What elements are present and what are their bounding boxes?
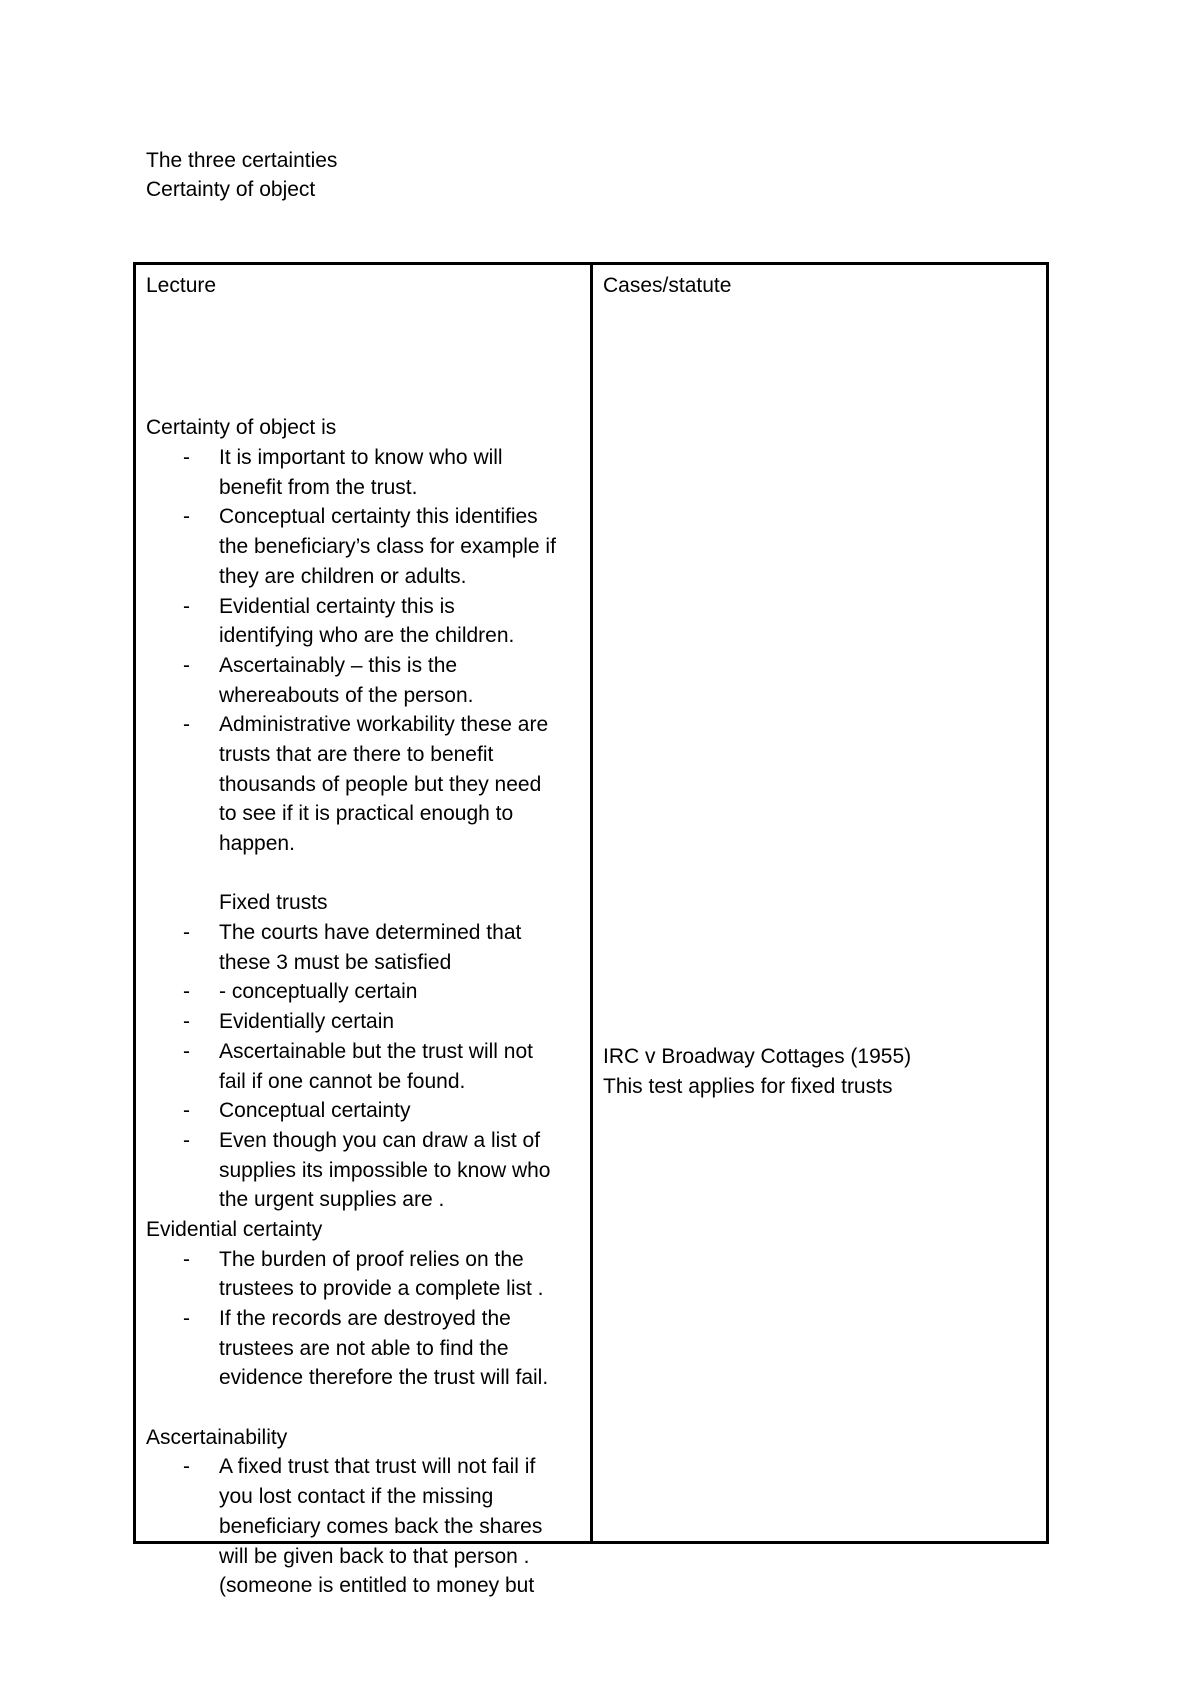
- continuation-line: beneficiary comes back the shares: [219, 1514, 543, 1538]
- blank-line: [146, 859, 586, 889]
- bullet-dash: -: [183, 1010, 190, 1034]
- continuation-line: supplies its impossible to know who: [219, 1158, 551, 1182]
- bullet-dash: -: [183, 980, 190, 1004]
- blank-line: [146, 1393, 586, 1423]
- cases-column: [593, 265, 1046, 1541]
- bullet-dash: -: [183, 1247, 190, 1271]
- bullet-dash: -: [183, 713, 190, 737]
- bullet-item: [146, 977, 586, 1007]
- continuation-line: thousands of people but they need: [219, 772, 542, 796]
- bullet-text: The burden of proof relies on the: [219, 1247, 524, 1271]
- lecture-header: Lecture: [146, 274, 217, 297]
- bullet-text: Even though you can draw a list of: [219, 1128, 541, 1152]
- continuation-line: trustees are not able to find the: [219, 1336, 509, 1360]
- bullet-item: [146, 592, 586, 622]
- bullet-item: [146, 651, 586, 681]
- continuation-line: identifying who are the children.: [219, 624, 515, 648]
- continuation-line: (someone is entitled to money but: [219, 1574, 535, 1598]
- bullet-dash: -: [183, 1455, 190, 1479]
- bullet-dash: -: [183, 446, 190, 470]
- bullet-dash: -: [183, 921, 190, 945]
- notes-table: [133, 262, 1049, 1598]
- continuation-line: trusts that are there to benefit: [219, 742, 494, 766]
- bullet-dash: -: [183, 1099, 190, 1123]
- bullet-text: A fixed trust that trust will not fail if: [219, 1455, 536, 1479]
- bullet-dash: -: [183, 1128, 190, 1152]
- section-heading: Ascertainability: [146, 1425, 288, 1449]
- bullet-text: Ascertainable but the trust will not: [219, 1039, 533, 1063]
- bullet-item: [146, 502, 586, 532]
- blank-line: [146, 354, 586, 384]
- continuation-line: the beneficiary’s class for example if: [219, 535, 556, 559]
- document-title: The three certainties: [146, 149, 338, 172]
- continuation-line: to see if it is practical enough to: [219, 802, 514, 826]
- bullet-dash: -: [183, 505, 190, 529]
- section-heading: Evidential certainty: [146, 1217, 323, 1241]
- bullet-dash: -: [183, 1039, 190, 1063]
- continuation-line: you lost contact if the missing: [219, 1485, 494, 1509]
- continuation-line: trustees to provide a complete list .: [219, 1277, 544, 1301]
- bullet-item: [146, 1452, 586, 1482]
- bullet-text: - conceptually certain: [219, 980, 418, 1004]
- continuation-line: evidence therefore the trust will fail.: [219, 1366, 549, 1390]
- continuation-line: fail if one cannot be found.: [219, 1069, 466, 1093]
- bullet-text: Conceptual certainty: [219, 1099, 411, 1123]
- bullet-item: [146, 710, 586, 740]
- continuation-line: whereabouts of the person.: [219, 683, 474, 707]
- bullet-text: It is important to know who will: [219, 446, 503, 470]
- cases-notes: [603, 1042, 911, 1101]
- bullet-text: Administrative workability these are: [219, 713, 549, 737]
- case-line: IRC v Broadway Cottages (1955): [603, 1045, 912, 1068]
- continuation-line: will be given back to that person .: [219, 1544, 530, 1568]
- bullet-item: [146, 443, 586, 473]
- bullet-text: If the records are destroyed the: [219, 1307, 511, 1330]
- blank-line: [146, 384, 586, 414]
- continuation-line: these 3 must be satisfied: [219, 950, 452, 974]
- lecture-notes: [146, 354, 586, 1601]
- bullet-item: [146, 1126, 586, 1156]
- bullet-item: [146, 1096, 586, 1126]
- continuation-line: happen.: [219, 832, 295, 855]
- bullet-dash: -: [183, 653, 190, 677]
- bullet-dash: -: [183, 594, 190, 618]
- bullet-text: Ascertainably – this is the: [219, 653, 458, 677]
- lecture-column: [136, 265, 593, 1598]
- continuation-line: they are children or adults.: [219, 564, 467, 588]
- cases-header: Cases/statute: [603, 274, 732, 297]
- continuation-line: the urgent supplies are .: [219, 1188, 445, 1212]
- bullet-item: [146, 1007, 586, 1037]
- bullet-item: [146, 1304, 586, 1334]
- bullet-item: [146, 918, 586, 948]
- continuation-line: benefit from the trust.: [219, 475, 418, 499]
- bullet-item: [146, 1037, 586, 1067]
- bullet-item: [146, 1245, 586, 1275]
- bullet-text: Evidentially certain: [219, 1010, 395, 1034]
- bullet-dash: -: [183, 1307, 190, 1330]
- page-heading: [146, 146, 337, 204]
- section-heading: Certainty of object is: [146, 416, 337, 440]
- bullet-text: The courts have determined that: [219, 921, 522, 945]
- continuation-line: Fixed trusts: [219, 891, 328, 915]
- bullet-text: Conceptual certainty this identifies: [219, 505, 538, 529]
- document-subtitle: Certainty of object: [146, 178, 316, 201]
- bullet-text: Evidential certainty this is: [219, 594, 455, 618]
- case-line: This test applies for fixed trusts: [603, 1074, 893, 1098]
